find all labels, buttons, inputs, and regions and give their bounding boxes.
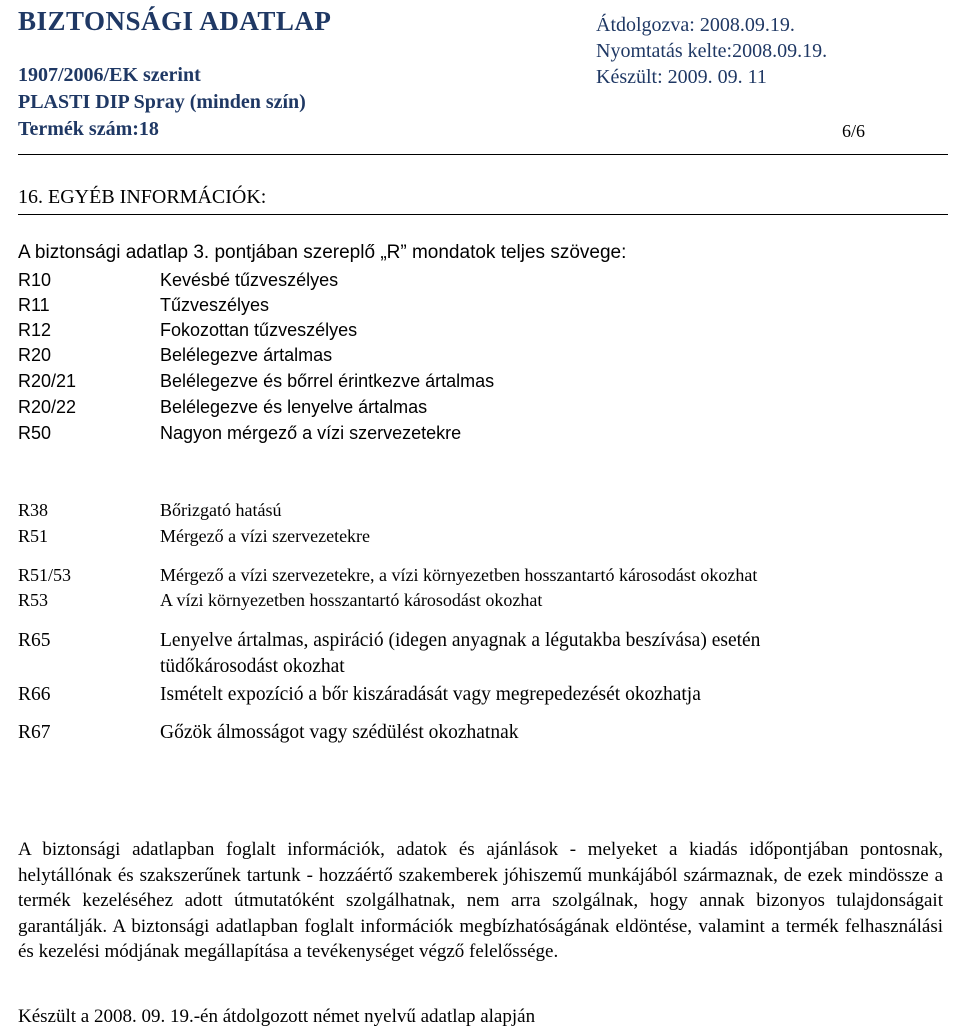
r-phrase-code: R20: [18, 345, 52, 365]
product-number: Termék szám:18: [18, 118, 159, 140]
section-title: 16. EGYÉB INFORMÁCIÓK:: [18, 186, 267, 208]
r-phrase-code: R53: [18, 590, 49, 610]
page-number: 6/6: [842, 121, 866, 141]
r-phrase-code: R50: [18, 423, 52, 443]
r-phrase-text: Belélegezve és bőrrel érintkezve ártalmas: [160, 371, 495, 391]
regulation-reference: 1907/2006/EK szerint: [18, 64, 201, 86]
r-phrase-code: R65: [18, 630, 51, 651]
r-phrase-text: Nagyon mérgező a vízi szervezetekre: [160, 423, 462, 443]
r-phrase-code: R20/22: [18, 397, 77, 417]
r-phrase-code: R11: [18, 295, 50, 315]
r-phrase-text: Gőzök álmosságot vagy szédülést okozhatnak: [160, 722, 519, 743]
print-date: Nyomtatás kelte:2008.09.19.: [596, 40, 828, 62]
r-phrase-text: Ismételt expozíció a bőr kiszáradását vagy megrepedezését okozhatja: [160, 684, 701, 705]
r-phrases-intro: A biztonsági adatlap 3. pontjában szereplő „R” mondatok teljes szövege:: [18, 242, 627, 263]
r-phrase-code: R51/53: [18, 565, 72, 585]
r-phrase-text: Lenyelve ártalmas, aspiráció (idegen anyagnak a légutakba beszívása) esetén: [160, 630, 761, 651]
r-phrase-code: R38: [18, 500, 49, 520]
r-phrase-text: Belélegezve ártalmas: [160, 345, 333, 365]
section-divider: [18, 214, 948, 215]
revised-date: Átdolgozva: 2008.09.19.: [596, 14, 795, 36]
document-title: BIZTONSÁGI ADATLAP: [18, 6, 332, 36]
header-divider: [18, 154, 948, 155]
r-phrase-text: A vízi környezetben hosszantartó károsodást okozhat: [160, 590, 543, 610]
r-phrase-code: R20/21: [18, 371, 77, 391]
r-phrase-code: R66: [18, 684, 51, 705]
r-phrase-text: Mérgező a vízi szervezetekre: [160, 526, 371, 546]
r-phrase-code: R51: [18, 526, 49, 546]
r-phrase-code: R67: [18, 722, 51, 743]
r-phrase-text: Kevésbé tűzveszélyes: [160, 270, 339, 290]
r-phrase-text: Bőrizgató hatású: [160, 500, 282, 520]
r-phrase-code: R12: [18, 320, 52, 340]
r-phrase-text-continuation: tüdőkárosodást okozhat: [160, 656, 345, 677]
r-phrase-text: Belélegezve és lenyelve ártalmas: [160, 397, 428, 417]
r-phrase-text: Tűzveszélyes: [160, 295, 270, 315]
r-phrase-text: Mérgező a vízi szervezetekre, a vízi környezetben hosszantartó károsodást okozhat: [160, 565, 758, 585]
source-note: Készült a 2008. 09. 19.-én átdolgozott német nyelvű adatlap alapján: [18, 1006, 536, 1027]
product-name: PLASTI DIP Spray (minden szín): [18, 91, 306, 113]
r-phrase-code: R10: [18, 270, 52, 290]
created-date: Készült: 2009. 09. 11: [596, 66, 767, 88]
disclaimer-paragraph: A biztonsági adatlapban foglalt információk, adatok és ajánlások - melyeket a kiadás időpontjában pontosnak, helytállónak és szakszerűnek tartunk - hozzáértő szakemberek jóhiszemű munkájából származnak, de ezek mindössze a termék kezeléséhez adott útmutatóként szolgálhatnak, nem arra szolgálnak, hogy annak bizonyos tulajdonságait garantálják. A biztonsági adatlapban foglalt információk megbízhatóságának eldöntése, valamint a termék felhasználási és kezelési módjának megállapítása a tevékenységet végző felelőssége.: [18, 839, 943, 963]
r-phrase-text: Fokozottan tűzveszélyes: [160, 320, 358, 340]
